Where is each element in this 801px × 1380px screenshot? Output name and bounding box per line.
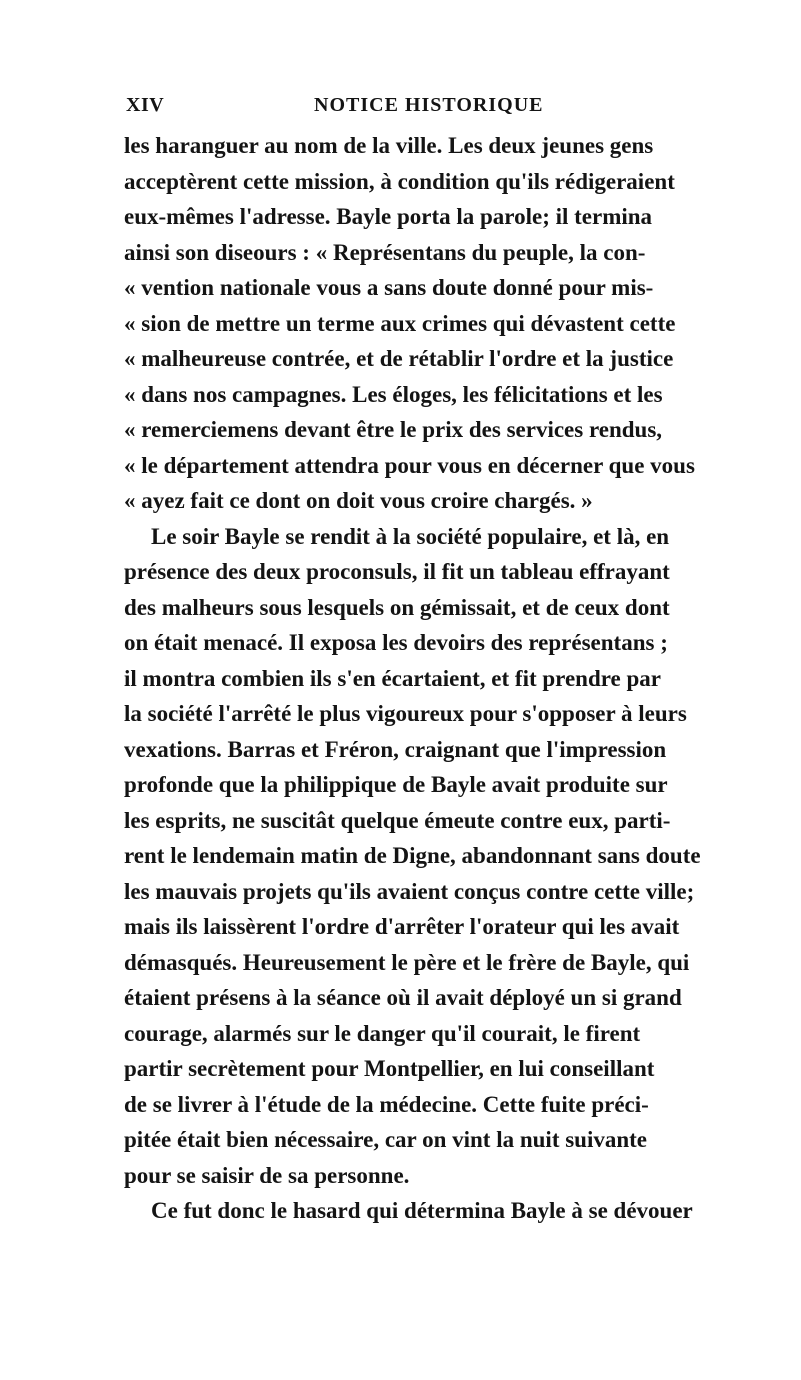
text-line: ainsi son diseours : « Représentans du peuple, la con-	[124, 239, 646, 265]
text-line: « le département attendra pour vous en décerner que vous	[124, 452, 695, 478]
text-line: des malheurs sous lesquels on gémissait, et de ceux dont	[124, 594, 670, 620]
text-line: courage, alarmés sur le danger qu'il courait, le firent	[124, 1020, 641, 1046]
text-line: on était menacé. Il exposa les devoirs des représentans ;	[124, 630, 668, 655]
page-number: XIV	[126, 94, 165, 116]
text-line: « vention nationale vous a sans doute donné pour mis-	[124, 275, 654, 300]
running-title: NOTICE HISTORIQUE	[314, 94, 544, 116]
text-line: eux-mêmes l'adresse. Bayle porta la parole; il termina	[124, 204, 653, 229]
text-line: mais ils laissèrent l'ordre d'arrêter l'orateur qui les avait	[124, 914, 680, 939]
text-line: démasqués. Heureusement le père et le frère de Bayle, qui	[124, 949, 690, 975]
text-line: « malheureuse contrée, et de rétablir l'ordre et la justice	[124, 346, 674, 371]
text-line: partir secrètement pour Montpellier, en lui conseillant	[124, 1056, 655, 1081]
text-line: Le soir Bayle se rendit à la société populaire, et là, en	[151, 523, 670, 549]
text-line: étaient présens à la séance où il avait déployé un si grand	[124, 985, 682, 1010]
text-line: vexations. Barras et Fréron, craignant que l'impression	[124, 736, 667, 762]
text-line: pour se saisir de sa personne.	[124, 1162, 410, 1188]
text-line: « sion de mettre un terme aux crimes qui dévastent cette	[124, 310, 676, 336]
text-line: « ayez fait ce dont on doit vous croire chargés. »	[124, 488, 593, 513]
text-line: les haranguer au nom de la ville. Les deux jeunes gens	[124, 133, 654, 158]
text-line: rent le lendemain matin de Digne, abandonnant sans doute	[124, 843, 701, 868]
text-line: les mauvais projets qu'ils avaient conçus contre cette ville;	[124, 878, 695, 904]
text-line: pitée était bien nécessaire, car on vint la nuit suivante	[124, 1127, 648, 1152]
running-head	[126, 94, 572, 124]
text-line: la société l'arrêté le plus vigoureux pour s'opposer à leurs	[124, 701, 687, 726]
text-line: les esprits, ne suscitât quelque émeute contre eux, parti-	[124, 807, 671, 833]
text-line: Ce fut donc le hasard qui détermina Bayle à se dévouer	[151, 1198, 693, 1223]
text-line: profonde que la philippique de Bayle avait produite sur	[124, 772, 668, 797]
text-line: il montra combien ils s'en écartaient, et fit prendre par	[124, 665, 662, 691]
text-line: de se livrer à l'étude de la médecine. Cette fuite préci-	[124, 1091, 649, 1117]
text-line: présence des deux proconsuls, il fit un tableau effrayant	[124, 559, 670, 584]
text-line: « remerciemens devant être le prix des services rendus,	[124, 417, 663, 442]
body-text	[124, 128, 701, 1229]
text-line: acceptèrent cette mission, à condition qu'ils rédigeraient	[124, 168, 675, 194]
text-line: « dans nos campagnes. Les éloges, les félicitations et les	[124, 381, 663, 407]
